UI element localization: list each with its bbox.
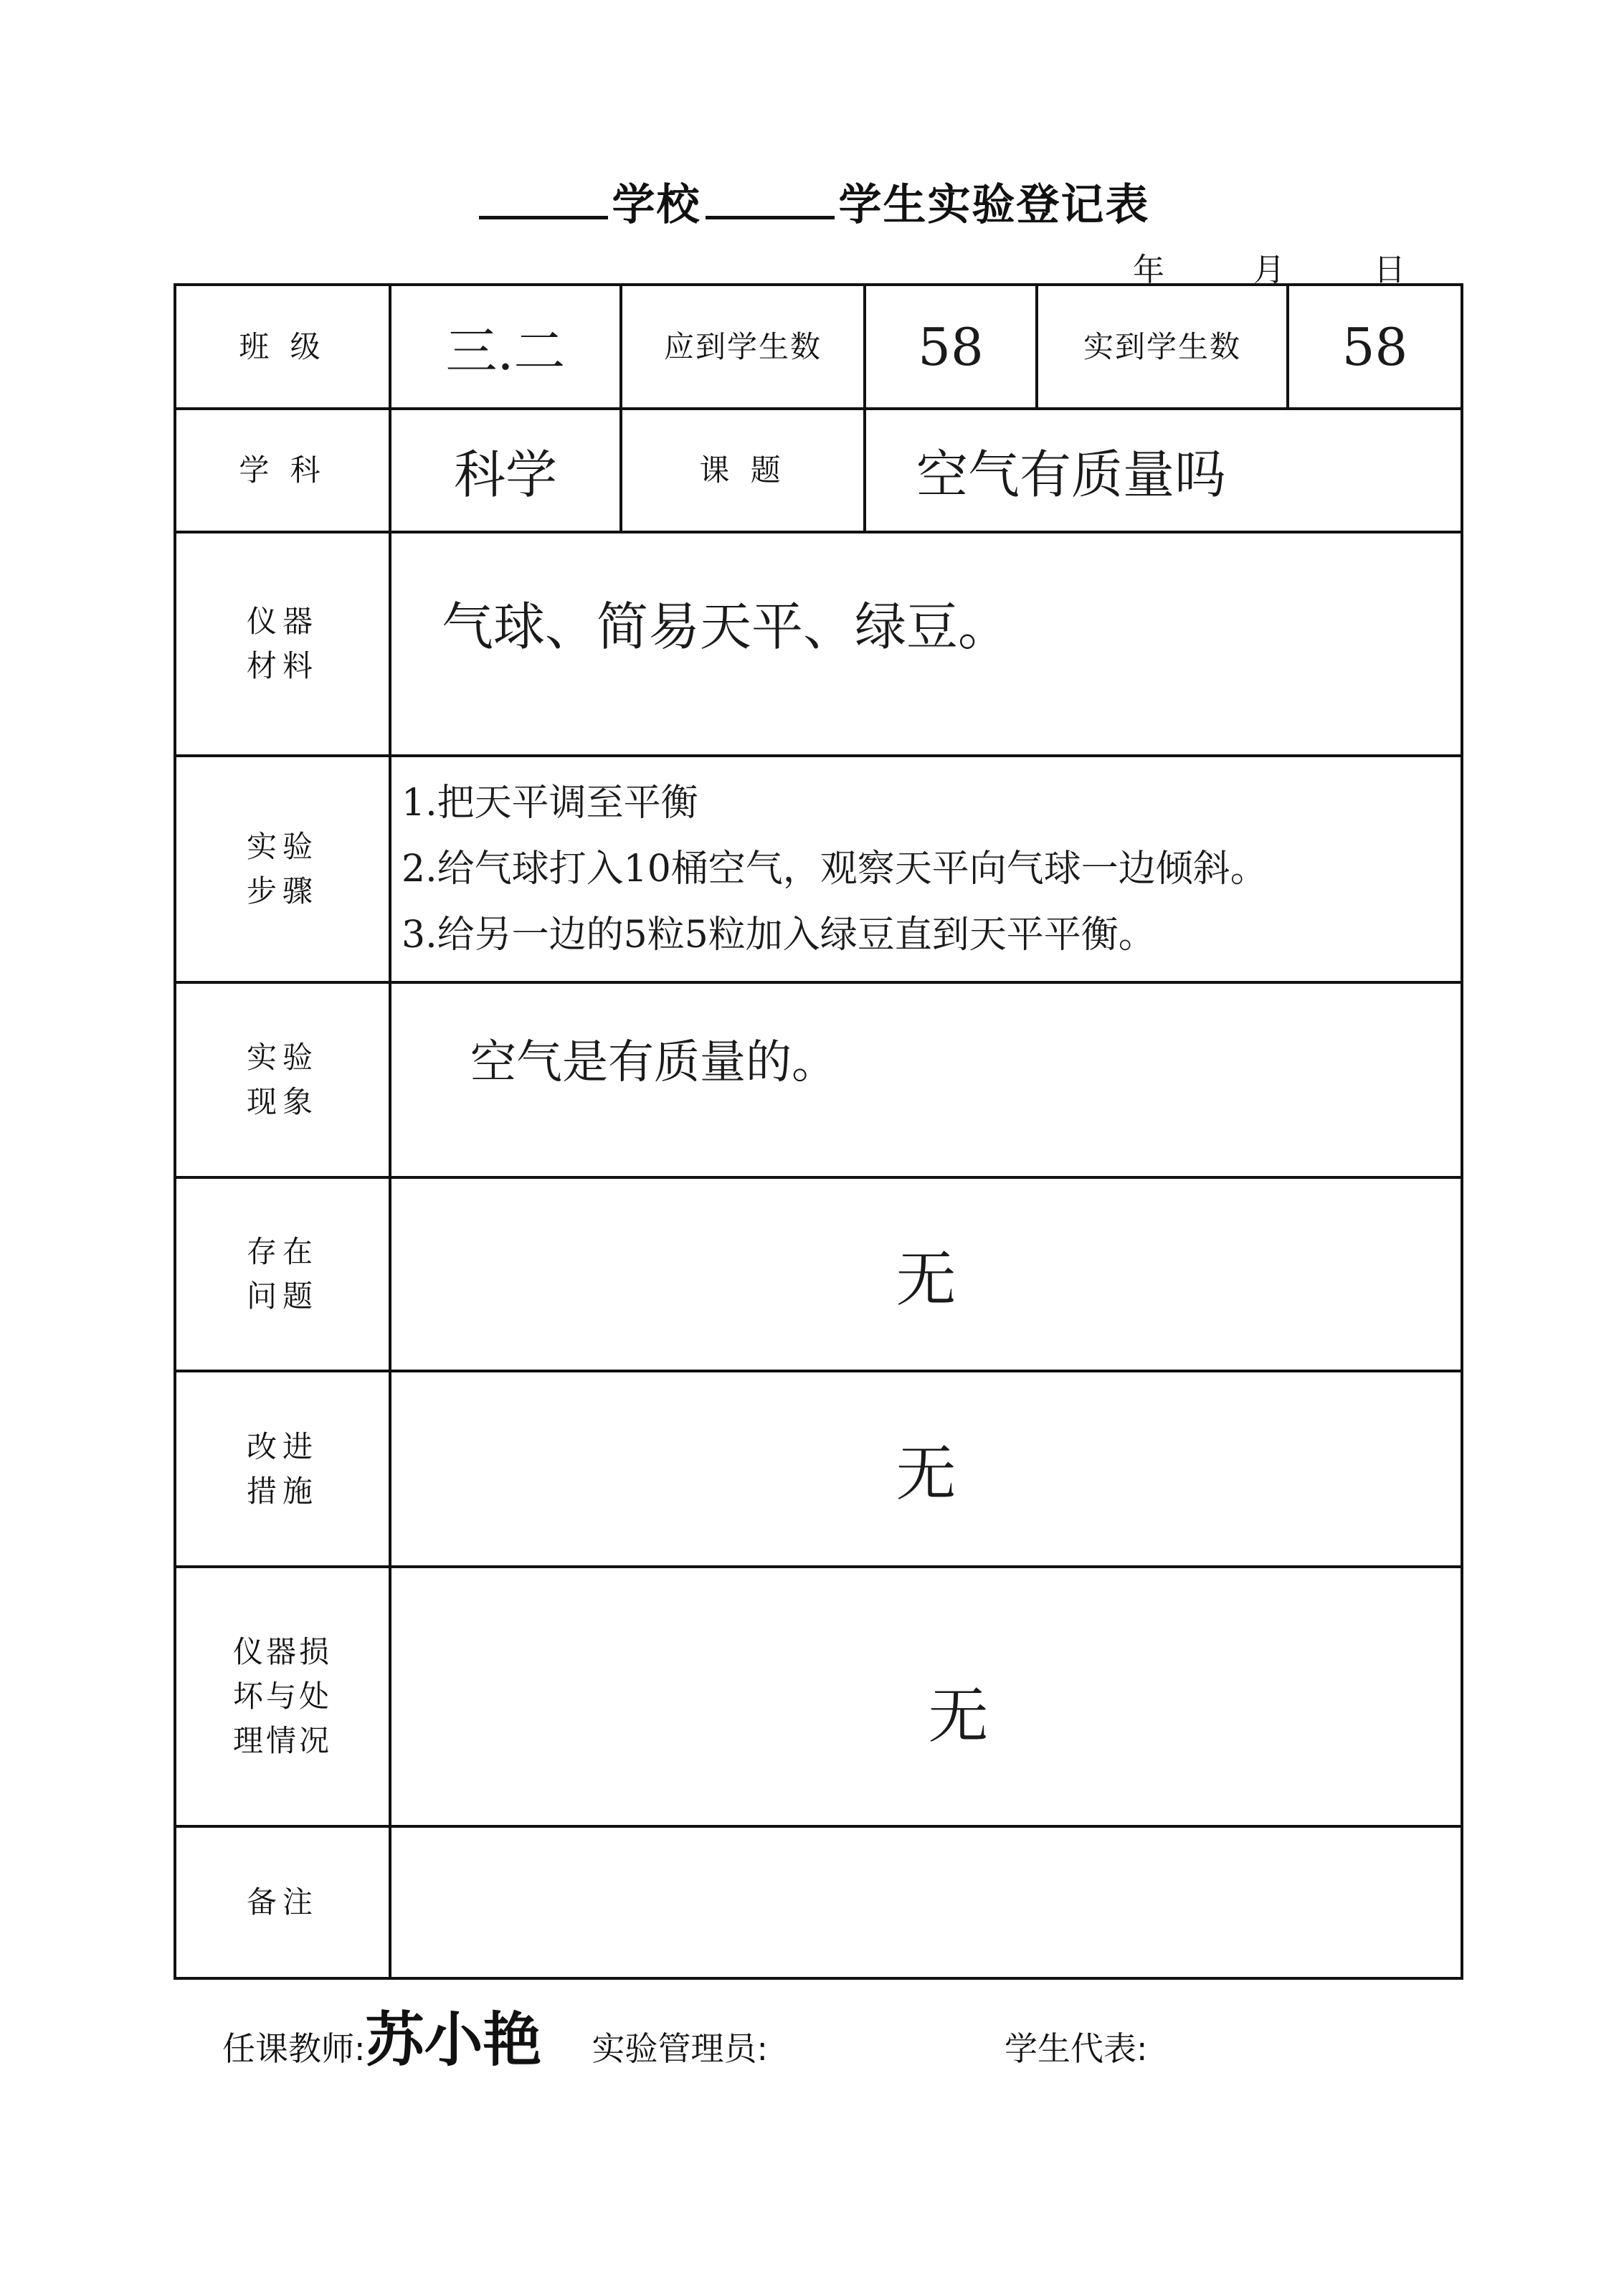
materials-value[interactable]: 气球、简易天平、绿豆。	[390, 532, 1462, 756]
subject-label: 学 科	[175, 409, 390, 532]
row-subject	[175, 409, 1462, 532]
step-1: 1.把天平调至平衡	[402, 782, 698, 825]
student-rep-label: 学生代表:	[1005, 2029, 1148, 2068]
signature-footer	[222, 1993, 1441, 2077]
row-materials	[175, 532, 1462, 756]
phenomenon-value[interactable]: 空气是有质量的。	[390, 982, 1462, 1177]
actual-students-label: 实到学生数	[1037, 285, 1288, 409]
experiment-register-table	[174, 283, 1463, 1980]
class-value[interactable]: 三.二	[390, 285, 621, 409]
teacher-signature: 苏小艳	[365, 2006, 542, 2074]
improvement-value[interactable]: 无	[390, 1371, 1462, 1567]
step-2: 2.给气球打入10桶空气，观察天平向气球一边倾斜。	[402, 848, 1268, 891]
damage-value[interactable]: 无	[390, 1567, 1462, 1826]
teacher-label: 任课教师:	[222, 2029, 366, 2068]
row-steps	[175, 756, 1462, 982]
steps-value[interactable]	[390, 756, 1462, 982]
phenomenon-label: 实验 现象	[175, 982, 390, 1177]
row-damage	[175, 1567, 1462, 1826]
date-month: 月	[1253, 252, 1285, 288]
row-remarks	[175, 1826, 1462, 1978]
improvement-label: 改进 措施	[175, 1371, 390, 1567]
school-blank	[479, 176, 608, 219]
date-day: 日	[1374, 252, 1405, 288]
date-year: 年	[1133, 252, 1164, 288]
expected-students-value[interactable]: 58	[865, 285, 1037, 409]
row-class	[175, 285, 1462, 409]
topic-label: 课 题	[621, 409, 865, 532]
problems-label: 存在 问题	[175, 1177, 390, 1371]
grade-blank	[706, 176, 835, 219]
steps-label: 实验 步骤	[175, 756, 390, 982]
problems-value[interactable]: 无	[390, 1177, 1462, 1371]
row-problems	[175, 1177, 1462, 1371]
title-school: 学校	[612, 180, 701, 230]
manager-label: 实验管理员:	[592, 2029, 769, 2068]
step-3: 3.给另一边的5粒5粒加入绿豆直到天平平衡。	[402, 914, 1156, 957]
expected-students-label: 应到学生数	[621, 285, 865, 409]
row-improvement	[175, 1371, 1462, 1567]
row-phenomenon	[175, 982, 1462, 1177]
topic-value[interactable]: 空气有质量吗	[865, 409, 1462, 532]
damage-label: 仪器损 坏与处 理情况	[175, 1567, 390, 1826]
remarks-label: 备注	[175, 1826, 390, 1978]
title-form-name: 学生实验登记表	[838, 180, 1150, 230]
actual-students-value[interactable]: 58	[1288, 285, 1462, 409]
class-label: 班 级	[175, 285, 390, 409]
materials-label: 仪器 材料	[175, 532, 390, 756]
subject-value[interactable]: 科学	[390, 409, 621, 532]
page-title	[0, 171, 1624, 232]
remarks-value[interactable]	[390, 1826, 1462, 1978]
